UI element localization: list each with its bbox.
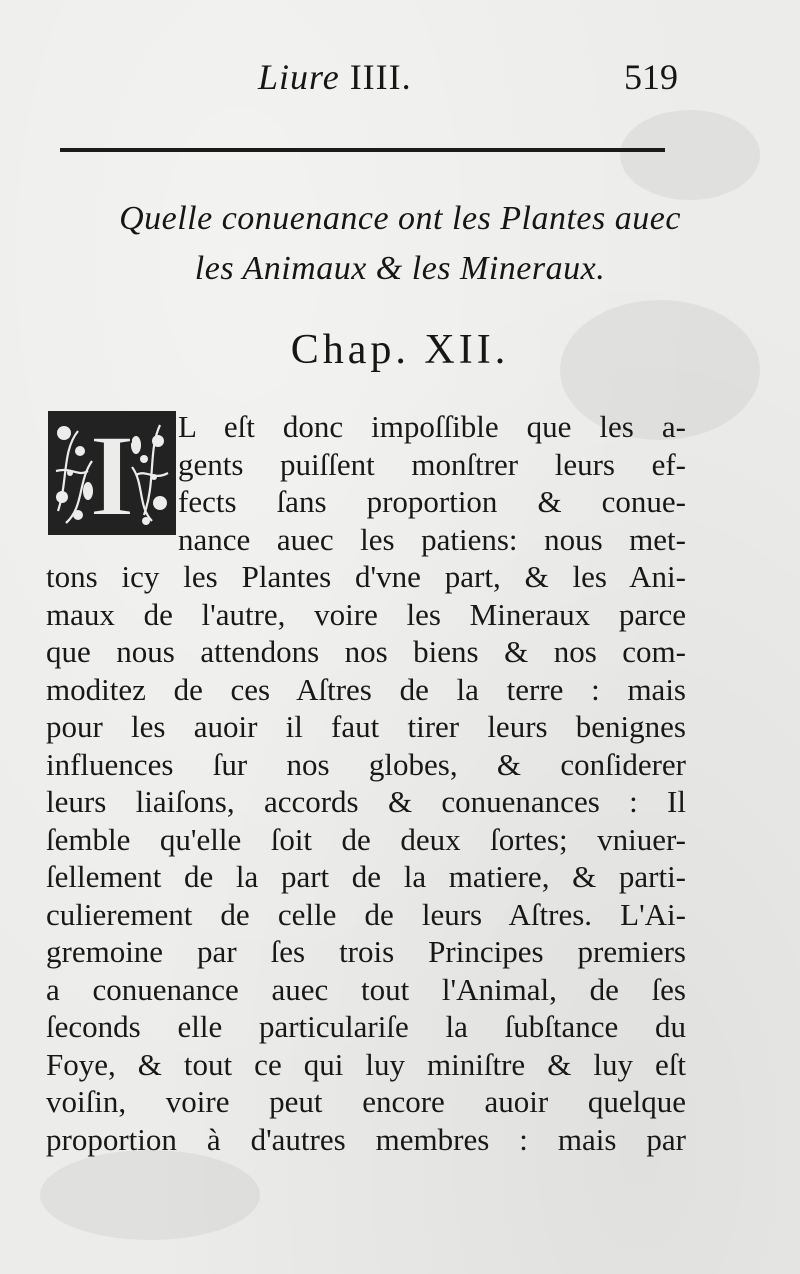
header-rule xyxy=(60,148,665,152)
text-line: tons icy les Plantes d'vne part, & les Ani- xyxy=(46,559,686,594)
text-line: gents puiſſent monſtrer leurs ef- xyxy=(178,446,686,482)
chapter-heading xyxy=(40,194,760,294)
text-line: proportion à d'autres membres : mais par xyxy=(46,1121,686,1157)
text-line: que nous attendons nos biens & nos com- xyxy=(46,634,686,669)
text-line: moditez de ces Aſtres de la terre : mais xyxy=(46,671,686,707)
text-line: voiſin, voire peut encore auoir quelque xyxy=(46,1084,686,1119)
drop-cap-letter: I xyxy=(89,411,135,535)
text-line: L eſt donc impoſſible que les a- xyxy=(178,409,686,444)
text-line: Foye, & tout ce qui luy miniſtre & luy eſt xyxy=(46,1046,686,1082)
page-number: 519 xyxy=(624,57,678,97)
body-text xyxy=(46,408,686,1158)
running-title-number: IIII. xyxy=(349,57,412,97)
chapter-heading-line: Quelle conuenance ont les Plantes auec xyxy=(119,200,681,237)
running-head xyxy=(0,52,800,102)
text-line: maux de l'autre, voire les Mineraux parce xyxy=(46,596,686,632)
chapter-number: Chap. XII. xyxy=(290,327,510,373)
running-title-book: Liure xyxy=(258,57,340,97)
text-line: ſellement de la part de la matiere, & parti- xyxy=(46,859,686,894)
running-title xyxy=(258,52,412,102)
text-line: pour les auoir il faut tirer leurs benignes xyxy=(46,709,686,744)
text-line: a conuenance auec tout l'Animal, de ſes xyxy=(46,971,686,1007)
paper-stain xyxy=(620,110,760,200)
text-line: nance auec les patiens: nous met- xyxy=(178,521,686,557)
paper-stain xyxy=(40,1150,260,1240)
text-line: influences ſur nos globes, & conſiderer xyxy=(46,746,686,782)
text-line: ſemble qu'elle ſoit de deux ſortes; vniuer- xyxy=(46,821,686,857)
text-line: gremoine par ſes trois Principes premiers xyxy=(46,934,686,969)
text-line: fects ſans proportion & conue- xyxy=(178,484,686,519)
text-line: culierement de celle de leurs Aſtres. L'Ai- xyxy=(46,896,686,932)
text-line: ſeconds elle particulariſe la ſubſtance du xyxy=(46,1009,686,1044)
text-line: leurs liaiſons, accords & conuenances : Il xyxy=(46,784,686,819)
chapter-heading-line: les Animaux & les Mineraux. xyxy=(194,250,606,287)
